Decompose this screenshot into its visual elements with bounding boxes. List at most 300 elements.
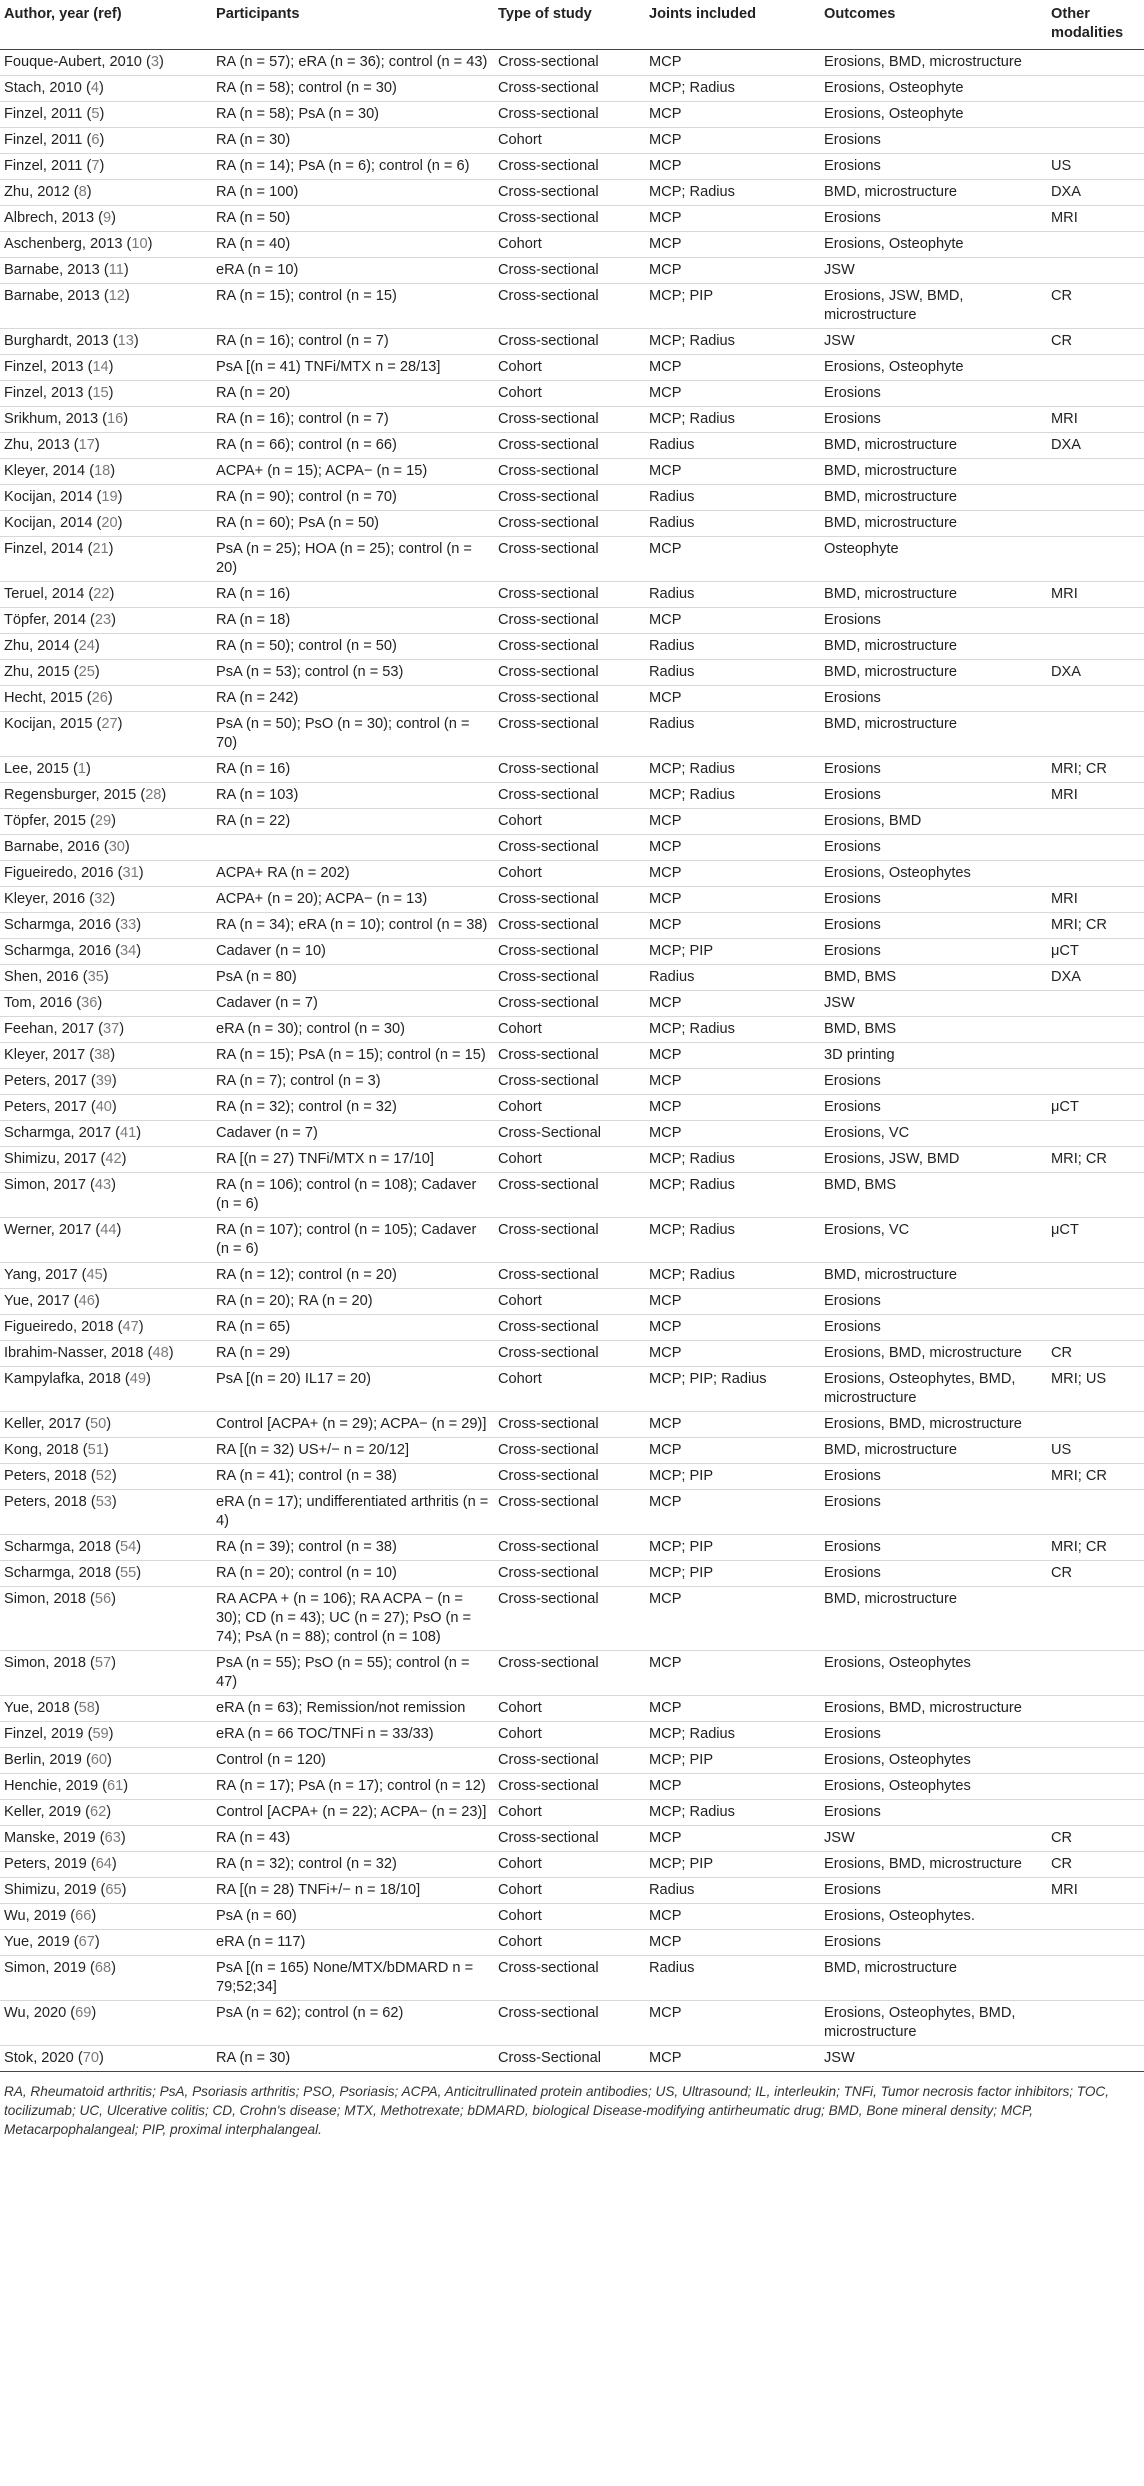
table-row <box>0 1438 1144 1464</box>
author-text: Zhu, 2014 <box>4 638 70 654</box>
cell-outcomes: BMD, microstructure <box>820 1587 1047 1651</box>
table-row <box>0 965 1144 991</box>
cell-joints-included: MCP <box>645 1587 820 1651</box>
cell-author-year: Zhu, 2013 (17) <box>0 433 212 459</box>
cell-author-year: Kleyer, 2016 (32) <box>0 887 212 913</box>
cell-outcomes: Erosions <box>820 835 1047 861</box>
cell-other-modalities <box>1047 861 1144 887</box>
cell-participants: RA (n = 66); control (n = 66) <box>212 433 494 459</box>
header-type-of-study: Type of study <box>494 0 645 50</box>
cell-joints-included: MCP <box>645 1774 820 1800</box>
cell-type-of-study: Cross-sectional <box>494 459 645 485</box>
cell-author-year: Werner, 2017 (44) <box>0 1218 212 1263</box>
cell-type-of-study: Cross-sectional <box>494 1043 645 1069</box>
cell-type-of-study: Cross-sectional <box>494 939 645 965</box>
cell-author-year: Feehan, 2017 (37) <box>0 1017 212 1043</box>
author-text: Simon, 2017 <box>4 1177 86 1193</box>
cell-participants: PsA [(n = 41) TNFi/MTX n = 28/13] <box>212 355 494 381</box>
cell-other-modalities: MRI; CR <box>1047 1464 1144 1490</box>
reference-number: 62 <box>90 1804 107 1820</box>
cell-joints-included: MCP <box>645 50 820 76</box>
reference-number: 51 <box>87 1442 104 1458</box>
cell-participants: RA (n = 15); PsA (n = 15); control (n = 15) <box>212 1043 494 1069</box>
author-text: Peters, 2019 <box>4 1856 87 1872</box>
table-row <box>0 1651 1144 1696</box>
author-text: Ibrahim-Nasser, 2018 <box>4 1345 144 1361</box>
cell-participants: RA (n = 32); control (n = 32) <box>212 1095 494 1121</box>
author-text: Kleyer, 2016 <box>4 891 86 907</box>
cell-type-of-study: Cross-sectional <box>494 258 645 284</box>
reference-number: 68 <box>94 1960 112 1976</box>
cell-other-modalities <box>1047 232 1144 258</box>
cell-outcomes: Erosions <box>820 887 1047 913</box>
table-row <box>0 1043 1144 1069</box>
cell-participants: RA (n = 16) <box>212 757 494 783</box>
cell-other-modalities: CR <box>1047 1341 1144 1367</box>
cell-participants: RA (n = 90); control (n = 70) <box>212 485 494 511</box>
cell-outcomes: Erosions, JSW, BMD <box>820 1147 1047 1173</box>
table-row <box>0 1535 1144 1561</box>
reference-number: 50 <box>90 1416 107 1432</box>
cell-author-year: Stok, 2020 (70) <box>0 2046 212 2072</box>
cell-participants: RA (n = 41); control (n = 38) <box>212 1464 494 1490</box>
cell-participants: Cadaver (n = 7) <box>212 1121 494 1147</box>
cell-outcomes: Erosions <box>820 1800 1047 1826</box>
table-row <box>0 1696 1144 1722</box>
cell-outcomes: JSW <box>820 2046 1047 2072</box>
cell-participants: eRA (n = 30); control (n = 30) <box>212 1017 494 1043</box>
cell-author-year: Finzel, 2014 (21) <box>0 537 212 582</box>
cell-outcomes: Erosions <box>820 608 1047 634</box>
table-row <box>0 50 1144 76</box>
cell-other-modalities <box>1047 1289 1144 1315</box>
cell-type-of-study: Cohort <box>494 809 645 835</box>
cell-joints-included: MCP <box>645 1069 820 1095</box>
cell-other-modalities: MRI; CR <box>1047 1535 1144 1561</box>
reference-number: 67 <box>78 1934 95 1950</box>
author-text: Aschenberg, 2013 <box>4 236 123 252</box>
reference-number: 13 <box>117 333 134 349</box>
cell-other-modalities <box>1047 1412 1144 1438</box>
author-text: Scharmga, 2017 <box>4 1125 112 1141</box>
cell-author-year: Regensburger, 2015 (28) <box>0 783 212 809</box>
cell-outcomes: Erosions, Osteophyte <box>820 76 1047 102</box>
author-text: Yang, 2017 <box>4 1267 78 1283</box>
table-row <box>0 712 1144 757</box>
cell-joints-included: MCP <box>645 206 820 232</box>
cell-author-year: Fouque-Aubert, 2010 (3) <box>0 50 212 76</box>
cell-joints-included: MCP; Radius <box>645 407 820 433</box>
reference-number: 55 <box>120 1565 137 1581</box>
cell-type-of-study: Cross-sectional <box>494 913 645 939</box>
table-row <box>0 1826 1144 1852</box>
cell-participants: RA (n = 100) <box>212 180 494 206</box>
cell-type-of-study: Cross-sectional <box>494 485 645 511</box>
cell-author-year: Scharmga, 2018 (55) <box>0 1561 212 1587</box>
author-text: Töpfer, 2015 <box>4 813 86 829</box>
author-text: Feehan, 2017 <box>4 1021 95 1037</box>
table-row <box>0 407 1144 433</box>
cell-author-year: Yang, 2017 (45) <box>0 1263 212 1289</box>
reference-number: 34 <box>120 943 137 959</box>
cell-participants: RA (n = 32); control (n = 32) <box>212 1852 494 1878</box>
cell-joints-included: Radius <box>645 1878 820 1904</box>
cell-outcomes: BMD, microstructure <box>820 433 1047 459</box>
table-row <box>0 1263 1144 1289</box>
cell-participants: RA (n = 39); control (n = 38) <box>212 1535 494 1561</box>
cell-other-modalities <box>1047 511 1144 537</box>
cell-other-modalities <box>1047 2046 1144 2072</box>
cell-outcomes: BMD, microstructure <box>820 1956 1047 2001</box>
cell-joints-included: MCP; Radius <box>645 76 820 102</box>
cell-type-of-study: Cohort <box>494 1800 645 1826</box>
reference-number: 14 <box>92 359 109 375</box>
cell-other-modalities: μCT <box>1047 1095 1144 1121</box>
reference-number: 37 <box>103 1021 120 1037</box>
cell-joints-included: MCP <box>645 537 820 582</box>
cell-author-year: Aschenberg, 2013 (10) <box>0 232 212 258</box>
reference-number: 38 <box>94 1047 111 1063</box>
cell-other-modalities: CR <box>1047 1826 1144 1852</box>
cell-author-year: Peters, 2017 (39) <box>0 1069 212 1095</box>
author-text: Manske, 2019 <box>4 1830 96 1846</box>
cell-participants: RA (n = 30) <box>212 2046 494 2072</box>
cell-outcomes: 3D printing <box>820 1043 1047 1069</box>
reference-number: 49 <box>129 1371 146 1387</box>
cell-type-of-study: Cross-sectional <box>494 511 645 537</box>
cell-other-modalities <box>1047 355 1144 381</box>
cell-joints-included: MCP; PIP <box>645 1852 820 1878</box>
cell-author-year: Hecht, 2015 (26) <box>0 686 212 712</box>
cell-type-of-study: Cross-sectional <box>494 634 645 660</box>
cell-outcomes: BMD, microstructure <box>820 712 1047 757</box>
cell-other-modalities <box>1047 991 1144 1017</box>
cell-outcomes: Erosions, BMD <box>820 809 1047 835</box>
reference-number: 43 <box>94 1177 112 1193</box>
reference-number: 47 <box>122 1319 139 1335</box>
cell-other-modalities <box>1047 1490 1144 1535</box>
table-row <box>0 887 1144 913</box>
cell-author-year: Finzel, 2011 (7) <box>0 154 212 180</box>
cell-outcomes: BMD, microstructure <box>820 485 1047 511</box>
cell-outcomes: Erosions, JSW, BMD, microstructure <box>820 284 1047 329</box>
reference-number: 53 <box>95 1494 112 1510</box>
cell-other-modalities <box>1047 686 1144 712</box>
reference-number: 70 <box>82 2050 99 2066</box>
cell-author-year: Finzel, 2011 (6) <box>0 128 212 154</box>
cell-participants: RA (n = 58); control (n = 30) <box>212 76 494 102</box>
author-text: Berlin, 2019 <box>4 1752 82 1768</box>
cell-author-year: Simon, 2019 (68) <box>0 1956 212 2001</box>
cell-other-modalities <box>1047 1043 1144 1069</box>
cell-other-modalities <box>1047 128 1144 154</box>
cell-outcomes: Osteophyte <box>820 537 1047 582</box>
cell-participants: RA (n = 12); control (n = 20) <box>212 1263 494 1289</box>
cell-other-modalities <box>1047 1904 1144 1930</box>
cell-participants: ACPA+ RA (n = 202) <box>212 861 494 887</box>
author-text: Simon, 2019 <box>4 1960 86 1976</box>
cell-outcomes: Erosions, BMD, microstructure <box>820 1696 1047 1722</box>
cell-joints-included: Radius <box>645 660 820 686</box>
cell-other-modalities <box>1047 1017 1144 1043</box>
cell-type-of-study: Cross-sectional <box>494 1826 645 1852</box>
cell-author-year: Albrech, 2013 (9) <box>0 206 212 232</box>
author-text: Kong, 2018 <box>4 1442 79 1458</box>
cell-other-modalities <box>1047 485 1144 511</box>
cell-author-year: Shimizu, 2017 (42) <box>0 1147 212 1173</box>
cell-outcomes: BMD, microstructure <box>820 459 1047 485</box>
cell-type-of-study: Cross-sectional <box>494 76 645 102</box>
reference-number: 61 <box>107 1778 124 1794</box>
cell-joints-included: MCP; PIP <box>645 939 820 965</box>
reference-number: 54 <box>120 1539 137 1555</box>
cell-author-year: Figueiredo, 2018 (47) <box>0 1315 212 1341</box>
cell-type-of-study: Cross-sectional <box>494 1748 645 1774</box>
cell-outcomes: JSW <box>820 1826 1047 1852</box>
author-text: Finzel, 2013 <box>4 385 84 401</box>
cell-outcomes: Erosions, BMD, microstructure <box>820 1852 1047 1878</box>
cell-outcomes: Erosions, Osteophytes, BMD, microstructure <box>820 1367 1047 1412</box>
cell-outcomes: Erosions <box>820 1289 1047 1315</box>
cell-participants: eRA (n = 17); undifferentiated arthritis (n = 4) <box>212 1490 494 1535</box>
cell-joints-included: MCP; Radius <box>645 757 820 783</box>
table-row <box>0 128 1144 154</box>
table-row <box>0 1748 1144 1774</box>
table-row <box>0 537 1144 582</box>
cell-other-modalities <box>1047 76 1144 102</box>
author-text: Finzel, 2011 <box>4 106 83 122</box>
reference-number: 64 <box>95 1856 112 1872</box>
cell-participants: PsA (n = 25); HOA (n = 25); control (n = 20) <box>212 537 494 582</box>
reference-number: 65 <box>105 1882 122 1898</box>
cell-participants: PsA (n = 50); PsO (n = 30); control (n = 70) <box>212 712 494 757</box>
cell-type-of-study: Cross-sectional <box>494 1173 645 1218</box>
cell-participants: RA (n = 34); eRA (n = 10); control (n = 38) <box>212 913 494 939</box>
table-row <box>0 433 1144 459</box>
reference-number: 20 <box>101 515 118 531</box>
header-joints-included: Joints included <box>645 0 820 50</box>
cell-other-modalities <box>1047 1651 1144 1696</box>
table-row <box>0 1464 1144 1490</box>
table-row <box>0 1412 1144 1438</box>
cell-joints-included: MCP <box>645 258 820 284</box>
cell-participants: RA (n = 7); control (n = 3) <box>212 1069 494 1095</box>
author-text: Shimizu, 2017 <box>4 1151 97 1167</box>
cell-joints-included: MCP; PIP; Radius <box>645 1367 820 1412</box>
cell-author-year: Peters, 2019 (64) <box>0 1852 212 1878</box>
cell-participants: RA (n = 29) <box>212 1341 494 1367</box>
cell-type-of-study: Cross-sectional <box>494 1561 645 1587</box>
cell-author-year: Kocijan, 2014 (19) <box>0 485 212 511</box>
cell-outcomes: Erosions, BMD, microstructure <box>820 1412 1047 1438</box>
cell-type-of-study: Cross-sectional <box>494 757 645 783</box>
table-row <box>0 634 1144 660</box>
author-text: Fouque-Aubert, 2010 <box>4 54 142 70</box>
reference-number: 10 <box>131 236 148 252</box>
cell-outcomes: BMD, microstructure <box>820 634 1047 660</box>
cell-joints-included: MCP <box>645 1341 820 1367</box>
cell-outcomes: Erosions <box>820 1069 1047 1095</box>
cell-type-of-study: Cross-sectional <box>494 1341 645 1367</box>
cell-joints-included: MCP <box>645 355 820 381</box>
cell-type-of-study: Cross-sectional <box>494 1535 645 1561</box>
reference-number: 36 <box>81 995 98 1011</box>
table-row <box>0 1315 1144 1341</box>
table-row <box>0 511 1144 537</box>
cell-joints-included: MCP; Radius <box>645 1800 820 1826</box>
cell-other-modalities <box>1047 1748 1144 1774</box>
cell-author-year: Finzel, 2019 (59) <box>0 1722 212 1748</box>
author-text: Teruel, 2014 <box>4 586 85 602</box>
cell-participants: Cadaver (n = 10) <box>212 939 494 965</box>
cell-participants: RA [(n = 32) US+/− n = 20/12] <box>212 1438 494 1464</box>
cell-outcomes: Erosions <box>820 1315 1047 1341</box>
cell-type-of-study: Cross-sectional <box>494 433 645 459</box>
cell-author-year: Wu, 2019 (66) <box>0 1904 212 1930</box>
table-row <box>0 582 1144 608</box>
author-text: Finzel, 2013 <box>4 359 84 375</box>
cell-outcomes: Erosions <box>820 381 1047 407</box>
cell-other-modalities <box>1047 459 1144 485</box>
cell-joints-included: Radius <box>645 712 820 757</box>
cell-other-modalities <box>1047 1696 1144 1722</box>
cell-type-of-study: Cross-sectional <box>494 1438 645 1464</box>
table-row <box>0 1367 1144 1412</box>
reference-number: 27 <box>101 716 118 732</box>
cell-author-year: Zhu, 2012 (8) <box>0 180 212 206</box>
author-text: Wu, 2020 <box>4 2005 67 2021</box>
reference-number: 46 <box>78 1293 95 1309</box>
cell-type-of-study: Cross-sectional <box>494 1464 645 1490</box>
cell-author-year: Töpfer, 2015 (29) <box>0 809 212 835</box>
table-row <box>0 686 1144 712</box>
cell-joints-included: MCP <box>645 1651 820 1696</box>
cell-author-year: Peters, 2017 (40) <box>0 1095 212 1121</box>
cell-participants: eRA (n = 117) <box>212 1930 494 1956</box>
cell-joints-included: MCP <box>645 2046 820 2072</box>
cell-author-year: Finzel, 2013 (14) <box>0 355 212 381</box>
cell-author-year: Henchie, 2019 (61) <box>0 1774 212 1800</box>
cell-other-modalities: US <box>1047 154 1144 180</box>
cell-other-modalities: μCT <box>1047 1218 1144 1263</box>
cell-outcomes: BMD, microstructure <box>820 1438 1047 1464</box>
cell-author-year: Scharmga, 2016 (34) <box>0 939 212 965</box>
table-header <box>0 0 1144 50</box>
cell-joints-included: MCP <box>645 1043 820 1069</box>
cell-joints-included: MCP; Radius <box>645 329 820 355</box>
table-row <box>0 1852 1144 1878</box>
cell-type-of-study: Cross-sectional <box>494 1263 645 1289</box>
cell-joints-included: MCP <box>645 1696 820 1722</box>
reference-number: 5 <box>91 106 100 122</box>
author-text: Figueiredo, 2016 <box>4 865 114 881</box>
cell-outcomes: BMD, microstructure <box>820 582 1047 608</box>
cell-participants: eRA (n = 63); Remission/not remission <box>212 1696 494 1722</box>
cell-joints-included: MCP <box>645 2001 820 2046</box>
table-row <box>0 1069 1144 1095</box>
cell-participants: RA (n = 103) <box>212 783 494 809</box>
cell-participants: RA (n = 20) <box>212 381 494 407</box>
cell-other-modalities: MRI <box>1047 206 1144 232</box>
author-text: Peters, 2018 <box>4 1468 87 1484</box>
cell-other-modalities: DXA <box>1047 180 1144 206</box>
cell-outcomes: Erosions <box>820 154 1047 180</box>
table-row <box>0 1147 1144 1173</box>
cell-participants: RA (n = 106); control (n = 108); Cadaver (n = 6) <box>212 1173 494 1218</box>
cell-participants: PsA [(n = 165) None/MTX/bDMARD n = 79;52;34] <box>212 1956 494 2001</box>
table-row <box>0 284 1144 329</box>
table-row <box>0 381 1144 407</box>
cell-author-year: Kampylafka, 2018 (49) <box>0 1367 212 1412</box>
cell-participants: eRA (n = 66 TOC/TNFi n = 33/33) <box>212 1722 494 1748</box>
cell-other-modalities <box>1047 1956 1144 2001</box>
cell-type-of-study: Cross-sectional <box>494 1412 645 1438</box>
cell-joints-included: MCP <box>645 1121 820 1147</box>
cell-type-of-study: Cross-sectional <box>494 1651 645 1696</box>
cell-outcomes: Erosions <box>820 913 1047 939</box>
cell-outcomes: Erosions, BMD, microstructure <box>820 50 1047 76</box>
reference-number: 56 <box>94 1591 112 1607</box>
cell-joints-included: MCP; PIP <box>645 1748 820 1774</box>
cell-type-of-study: Cohort <box>494 1147 645 1173</box>
cell-joints-included: MCP <box>645 913 820 939</box>
author-text: Finzel, 2014 <box>4 541 84 557</box>
cell-joints-included: Radius <box>645 634 820 660</box>
cell-joints-included: MCP <box>645 1315 820 1341</box>
cell-participants: RA (n = 60); PsA (n = 50) <box>212 511 494 537</box>
cell-type-of-study: Cohort <box>494 1696 645 1722</box>
table-row <box>0 1490 1144 1535</box>
cell-author-year: Keller, 2019 (62) <box>0 1800 212 1826</box>
author-text: Töpfer, 2014 <box>4 612 86 628</box>
cell-participants: RA (n = 16); control (n = 7) <box>212 407 494 433</box>
table-footnote: RA, Rheumatoid arthritis; PsA, Psoriasis arthritis; PSO, Psoriasis; ACPA, Anticitrullinated protein antibodies; US, Ultrasound; IL, interleukin; TNFi, Tumor necrosis factor inhibitors; TOC, tocilizumab; UC, Ulcerative colitis; CD, Crohn's disease; MTX, Methotrexate; bDMARD, biological Disease-modifying antirheumatic drug; BMD, Bone mineral density; MCP, Metacarpophalangeal; PIP, proximal interphalangeal. <box>4 2084 1110 2137</box>
header-other-modalities: Other modalities <box>1047 0 1144 50</box>
cell-participants: Control (n = 120) <box>212 1748 494 1774</box>
cell-outcomes: Erosions, Osteophyte <box>820 232 1047 258</box>
cell-other-modalities: MRI <box>1047 1878 1144 1904</box>
cell-type-of-study: Cross-sectional <box>494 329 645 355</box>
cell-author-year: Shen, 2016 (35) <box>0 965 212 991</box>
table-row <box>0 154 1144 180</box>
cell-type-of-study: Cross-Sectional <box>494 1121 645 1147</box>
cell-other-modalities: CR <box>1047 329 1144 355</box>
cell-joints-included: MCP <box>645 232 820 258</box>
cell-other-modalities: MRI; CR <box>1047 757 1144 783</box>
author-text: Barnabe, 2013 <box>4 262 100 278</box>
author-text: Tom, 2016 <box>4 995 73 1011</box>
cell-other-modalities <box>1047 1121 1144 1147</box>
cell-joints-included: MCP <box>645 686 820 712</box>
cell-outcomes: BMD, BMS <box>820 965 1047 991</box>
cell-joints-included: Radius <box>645 511 820 537</box>
reference-number: 44 <box>100 1222 117 1238</box>
cell-outcomes: Erosions <box>820 939 1047 965</box>
cell-other-modalities: CR <box>1047 284 1144 329</box>
cell-other-modalities <box>1047 1930 1144 1956</box>
cell-participants: RA [(n = 27) TNFi/MTX n = 17/10] <box>212 1147 494 1173</box>
cell-joints-included: Radius <box>645 433 820 459</box>
cell-type-of-study: Cross-sectional <box>494 537 645 582</box>
cell-type-of-study: Cross-sectional <box>494 887 645 913</box>
cell-outcomes: Erosions <box>820 783 1047 809</box>
cell-participants: RA (n = 242) <box>212 686 494 712</box>
author-text: Zhu, 2012 <box>4 184 70 200</box>
cell-participants: RA (n = 20); control (n = 10) <box>212 1561 494 1587</box>
author-text: Scharmga, 2018 <box>4 1565 112 1581</box>
reference-number: 4 <box>90 80 99 96</box>
cell-author-year: Keller, 2017 (50) <box>0 1412 212 1438</box>
